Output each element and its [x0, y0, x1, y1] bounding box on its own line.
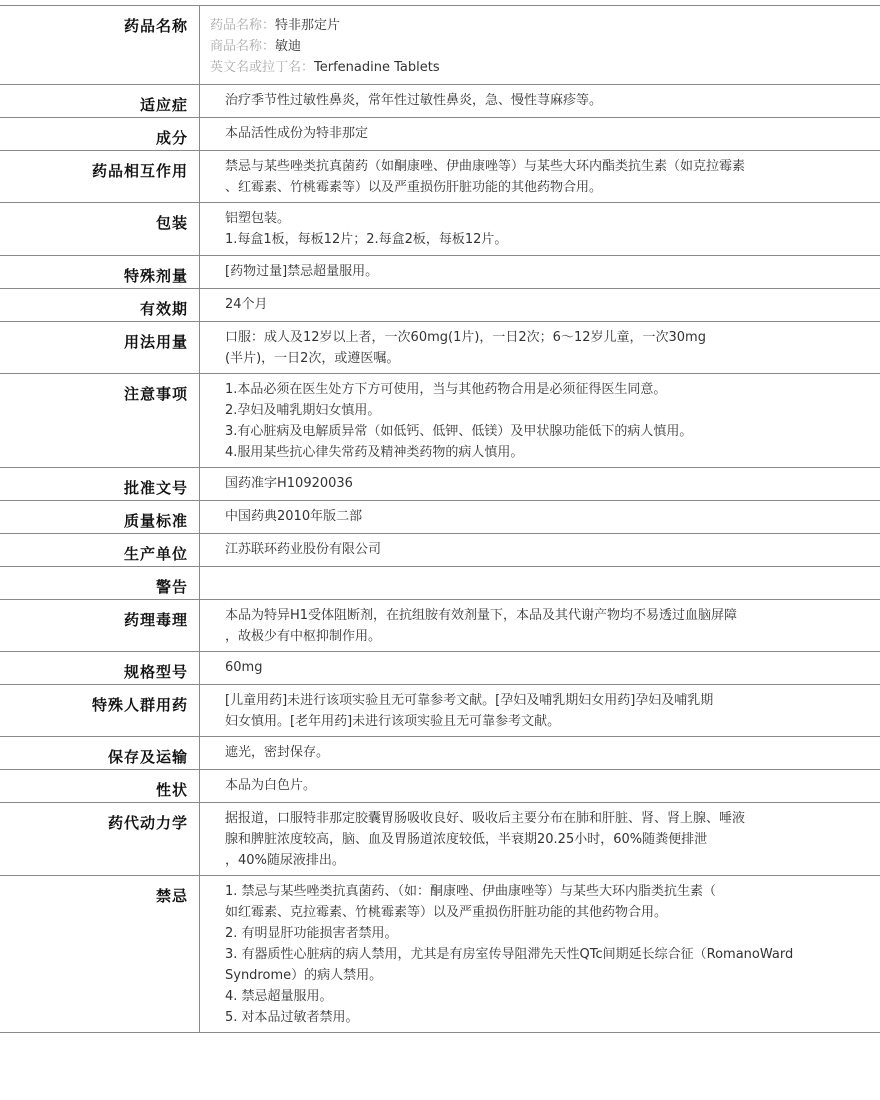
value-line: 口服：成人及12岁以上者，一次60mg(1片)，一日2次；6～12岁儿童，一次30mg [225, 330, 706, 345]
value-line: 据报道，口服特非那定胶囊胃肠吸收良好、吸收后主要分布在肺和肝脏、肾、肾上腺、唾液 [225, 811, 746, 826]
value-line: 2.孕妇及哺乳期妇女慎用。 [225, 403, 381, 418]
value-line: 铝塑包装。 [225, 211, 291, 226]
table-row [0, 737, 880, 770]
row-label: 生产单位 [0, 534, 200, 566]
value-line: 2. 有明显肝功能损害者禁用。 [225, 926, 398, 941]
row-label: 药代动力学 [0, 803, 200, 875]
row-label: 批准文号 [0, 468, 200, 500]
row-label: 质量标准 [0, 501, 200, 533]
row-label: 药理毒理 [0, 600, 200, 651]
table-row [0, 685, 880, 737]
name-line [210, 15, 870, 36]
value-line: 5. 对本品过敏者禁用。 [225, 1010, 359, 1025]
row-label: 性状 [0, 770, 200, 802]
name-value: 敏迪 [275, 39, 302, 54]
value-line: 妇女慎用。[老年用药]未进行该项实验且无可靠参考文献。 [225, 714, 561, 729]
value-line: 4. 禁忌超量服用。 [225, 989, 333, 1004]
row-label: 特殊人群用药 [0, 685, 200, 736]
row-label: 规格型号 [0, 652, 200, 684]
row-value [200, 322, 880, 373]
row-value [200, 468, 880, 500]
value-line: 遮光，密封保存。 [225, 745, 330, 760]
row-value [200, 600, 880, 651]
value-line: 1.本品必须在医生处方下方可使用，当与其他药物合用是必须征得医生同意。 [225, 382, 667, 397]
name-key: 英文名或拉丁名： [210, 60, 315, 75]
table-row [0, 85, 880, 118]
table-row [0, 6, 880, 85]
row-label: 禁忌 [0, 876, 200, 1032]
row-value [200, 876, 880, 1032]
table-row [0, 468, 880, 501]
row-label: 用法用量 [0, 322, 200, 373]
row-value [200, 534, 880, 566]
value-line: 1. 禁忌与某些唑类抗真菌药、（如：酮康唑、伊曲康唑等）与某些大环内脂类抗生素（ [225, 884, 717, 899]
row-label: 适应症 [0, 85, 200, 117]
table-row [0, 567, 880, 600]
row-label: 注意事项 [0, 374, 200, 467]
value-line: ，40%随尿液排出。 [225, 853, 345, 868]
value-line: 1.每盒1板，每板12片；2.每盒2板，每板12片。 [225, 232, 508, 247]
name-line [210, 36, 870, 57]
row-value [200, 118, 880, 150]
value-line: Syndrome）的病人禁用。 [225, 968, 383, 983]
row-label: 有效期 [0, 289, 200, 321]
value-line: 国药准字H10920036 [225, 476, 353, 491]
row-value [200, 203, 880, 255]
table-row [0, 770, 880, 803]
value-line: [儿童用药]未进行该项实验且无可靠参考文献。[孕妇及哺乳期妇女用药]孕妇及哺乳期 [225, 693, 714, 708]
row-value [200, 652, 880, 684]
row-value [200, 151, 880, 202]
name-value: 特非那定片 [275, 18, 341, 33]
value-line: 治疗季节性过敏性鼻炎，常年性过敏性鼻炎，急、慢性荨麻疹等。 [225, 93, 603, 108]
value-line: 中国药典2010年版二部 [225, 509, 363, 524]
row-value [200, 501, 880, 533]
value-line: 腺和脾脏浓度较高，脑、血及胃肠道浓度较低，半衰期20.25小时，60%随粪便排泄 [225, 832, 708, 847]
row-value [200, 85, 880, 117]
name-key: 商品名称： [210, 39, 276, 54]
value-line: (半片)，一日2次，或遵医嘱。 [225, 351, 400, 366]
table-row [0, 374, 880, 468]
name-value: Terfenadine Tablets [314, 60, 440, 75]
name-key: 药品名称： [210, 18, 276, 33]
row-label: 保存及运输 [0, 737, 200, 769]
value-line: ，故极少有中枢抑制作用。 [225, 629, 382, 644]
row-label: 药品名称 [0, 6, 200, 84]
table-row [0, 501, 880, 534]
table-row [0, 203, 880, 256]
value-line: 24个月 [225, 297, 268, 312]
row-value [200, 567, 880, 599]
row-label: 包装 [0, 203, 200, 255]
value-line: 本品为特异H1受体阻断剂，在抗组胺有效剂量下，本品及其代谢产物均不易透过血脑屏障 [225, 608, 738, 623]
value-line: [药物过量]禁忌超量服用。 [225, 264, 379, 279]
table-row [0, 600, 880, 652]
row-value [200, 289, 880, 321]
row-label: 成分 [0, 118, 200, 150]
row-value [200, 685, 880, 736]
row-value [200, 256, 880, 288]
table-row [0, 652, 880, 685]
value-line: 60mg [225, 660, 263, 675]
row-label: 特殊剂量 [0, 256, 200, 288]
row-value [200, 803, 880, 875]
table-row [0, 118, 880, 151]
table-row [0, 876, 880, 1033]
value-line: 3.有心脏病及电解质异常（如低钙、低钾、低镁）及甲状腺功能低下的病人慎用。 [225, 424, 693, 439]
row-value [200, 737, 880, 769]
value-line: 江苏联环药业股份有限公司 [225, 542, 382, 557]
row-label: 警告 [0, 567, 200, 599]
table-row [0, 151, 880, 203]
drug-info-table [0, 5, 880, 1033]
value-line: 如红霉素、克拉霉素、竹桃霉素等）以及严重损伤肝脏功能的其他药物合用。 [225, 905, 668, 920]
row-value [200, 770, 880, 802]
value-line: 3. 有器质性心脏病的病人禁用，尤其是有房室传导阻滞先天性QTc间期延长综合征（RomanoWard [225, 947, 794, 962]
row-label: 药品相互作用 [0, 151, 200, 202]
value-line: 4.服用某些抗心律失常药及精神类药物的病人慎用。 [225, 445, 524, 460]
row-value [200, 374, 880, 467]
row-value [200, 6, 880, 84]
table-row [0, 534, 880, 567]
table-row [0, 803, 880, 876]
value-line: 禁忌与某些唑类抗真菌药（如酮康唑、伊曲康唑等）与某些大环内酯类抗生素（如克拉霉素 [225, 159, 746, 174]
table-row [0, 256, 880, 289]
table-row [0, 289, 880, 322]
value-line: 本品为白色片。 [225, 778, 317, 793]
name-line [210, 57, 870, 78]
value-line: 本品活性成份为特非那定 [225, 126, 369, 141]
value-line: 、红霉素、竹桃霉素等）以及严重损伤肝脏功能的其他药物合用。 [225, 180, 603, 195]
table-row [0, 322, 880, 374]
